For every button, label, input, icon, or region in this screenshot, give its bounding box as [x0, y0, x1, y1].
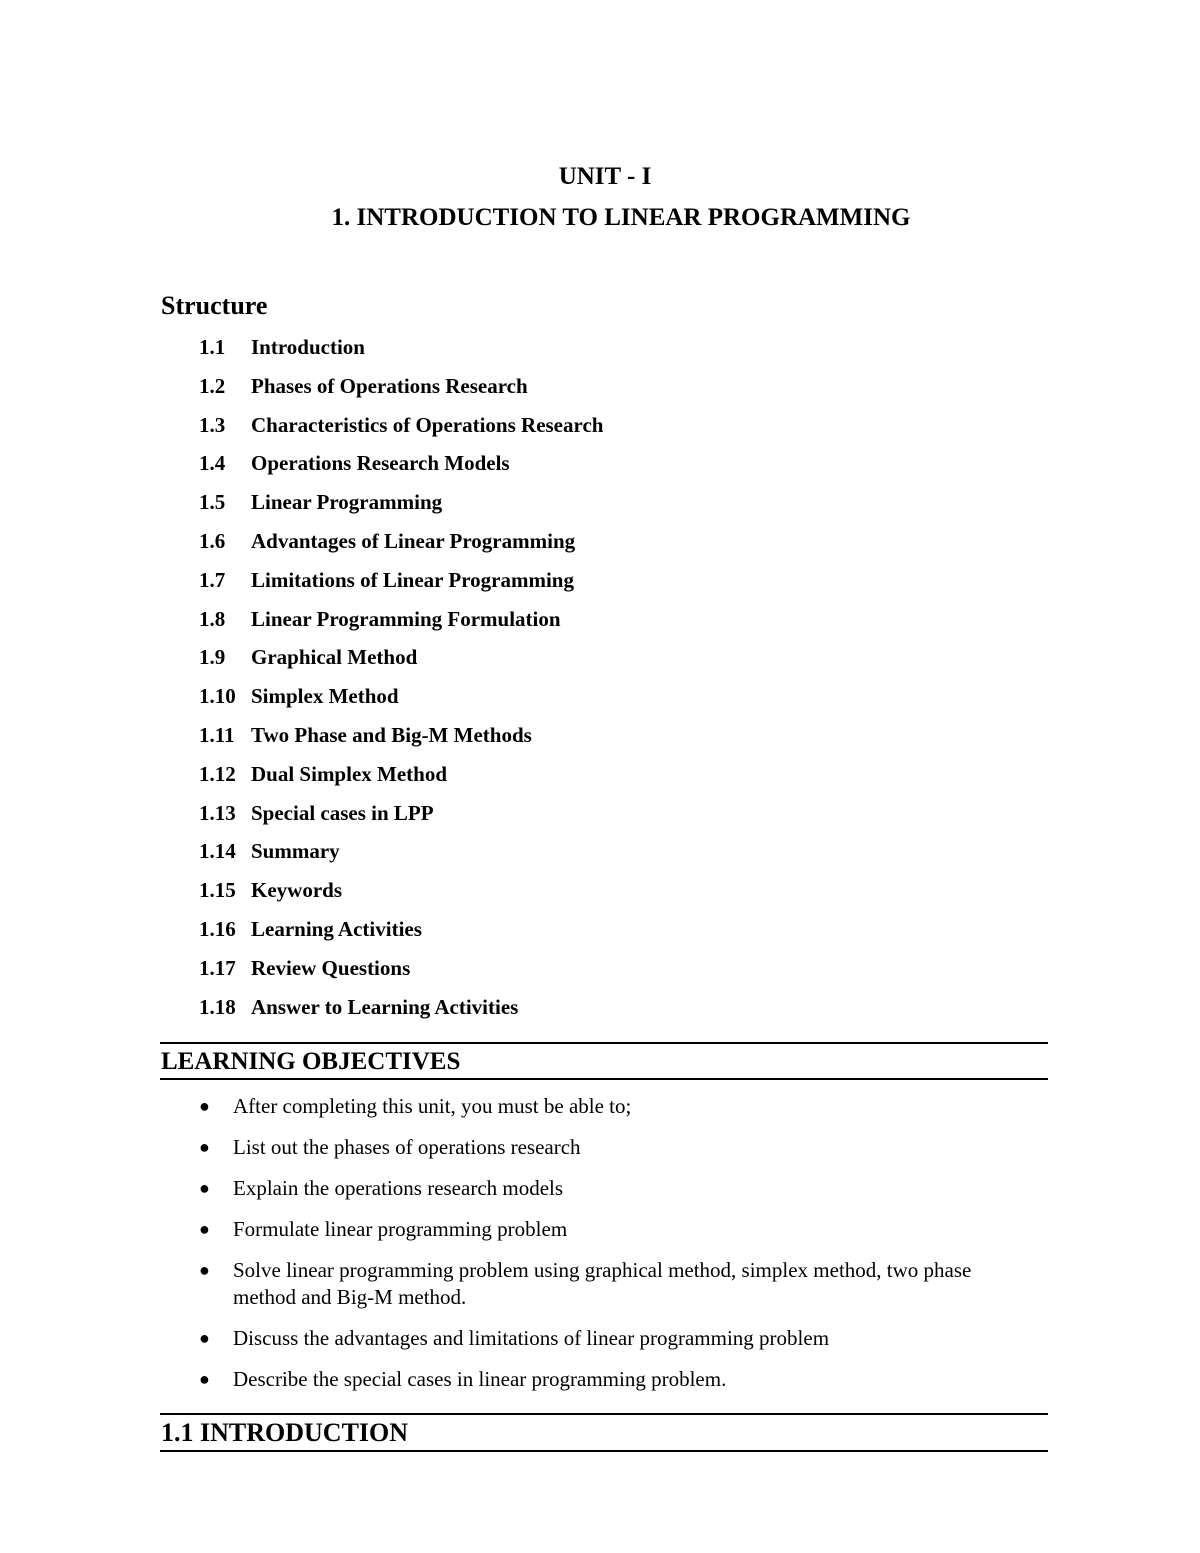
objective-item [199, 1366, 1029, 1393]
objective-item [199, 1325, 1029, 1352]
structure-item [199, 798, 603, 837]
structure-item [199, 604, 603, 643]
structure-item-number: 1.12 [199, 761, 236, 786]
structure-item-title: Graphical Method [251, 645, 418, 670]
learning-objectives-heading: LEARNING OBJECTIVES [161, 1048, 461, 1075]
unit-label: UNIT - I [558, 163, 652, 190]
structure-item [199, 836, 603, 875]
bullet-icon: ● [199, 1178, 210, 1198]
structure-item [199, 487, 603, 526]
bullet-icon: ● [199, 1328, 210, 1348]
structure-item-number: 1.3 [199, 412, 226, 437]
structure-item [199, 914, 603, 953]
objective-item [199, 1093, 1029, 1120]
structure-item-number: 1.14 [199, 839, 236, 864]
structure-item [199, 720, 603, 759]
objective-item [199, 1216, 1029, 1243]
structure-item-title: Limitations of Linear Programming [251, 567, 574, 592]
structure-list [199, 332, 603, 1030]
structure-item [199, 875, 603, 914]
objective-text: Solve linear programming problem using graphical method, simplex method, two phase method and Big-M method. [233, 1258, 972, 1309]
structure-item-title: Advantages of Linear Programming [251, 528, 576, 553]
objectives-bottom-rule [160, 1078, 1048, 1080]
objective-text: Discuss the advantages and limitations of linear programming problem [233, 1326, 830, 1350]
structure-item [199, 759, 603, 798]
bullet-icon: ● [199, 1260, 210, 1280]
chapter-title: 1. INTRODUCTION TO LINEAR PROGRAMMING [331, 204, 911, 231]
structure-item [199, 681, 603, 720]
structure-item [199, 565, 603, 604]
structure-item [199, 448, 603, 487]
structure-item-number: 1.17 [199, 955, 236, 980]
structure-item [199, 332, 603, 371]
structure-item-number: 1.16 [199, 916, 236, 941]
structure-item-title: Introduction [251, 335, 365, 359]
structure-item-number: 1.8 [199, 606, 226, 631]
structure-item-title: Linear Programming [251, 490, 443, 515]
objectives-top-rule [160, 1042, 1048, 1044]
introduction-bottom-rule [160, 1450, 1048, 1452]
structure-item-title: Two Phase and Big-M Methods [251, 722, 532, 747]
structure-item-title: Phases of Operations Research [251, 373, 528, 398]
structure-item-title: Learning Activities [251, 916, 422, 941]
structure-item-number: 1.5 [199, 490, 226, 515]
structure-item [199, 410, 603, 449]
structure-item-number: 1.1 [199, 335, 226, 359]
structure-item-number: 1.18 [199, 994, 236, 1019]
structure-item [199, 642, 603, 681]
structure-item-title: Special cases in LPP [251, 800, 434, 825]
structure-item-title: Answer to Learning Activities [251, 994, 519, 1019]
structure-item-number: 1.10 [199, 684, 236, 709]
structure-item-number: 1.11 [199, 722, 235, 747]
objective-item [199, 1134, 1029, 1161]
learning-objectives-list [199, 1093, 1029, 1407]
structure-item-title: Characteristics of Operations Research [251, 412, 604, 437]
structure-item-title: Operations Research Models [251, 451, 510, 476]
introduction-heading: 1.1 INTRODUCTION [161, 1418, 409, 1447]
objective-item [199, 1257, 1029, 1311]
structure-item-number: 1.15 [199, 878, 236, 903]
objective-text: After completing this unit, you must be able to; [233, 1094, 632, 1118]
structure-item-title: Keywords [251, 878, 342, 903]
structure-item [199, 371, 603, 410]
structure-item-number: 1.13 [199, 800, 236, 825]
structure-heading: Structure [161, 291, 268, 320]
structure-item-number: 1.7 [199, 567, 226, 592]
objective-text: List out the phases of operations research [233, 1135, 581, 1159]
structure-item [199, 526, 603, 565]
bullet-icon: ● [199, 1219, 210, 1239]
structure-item-number: 1.6 [199, 528, 226, 553]
bullet-icon: ● [199, 1096, 210, 1116]
structure-item-number: 1.9 [199, 645, 226, 670]
structure-item-title: Dual Simplex Method [251, 761, 448, 786]
objective-text: Explain the operations research models [233, 1176, 564, 1200]
objective-item [199, 1175, 1029, 1202]
structure-item [199, 992, 603, 1031]
bullet-icon: ● [199, 1369, 210, 1389]
structure-item-number: 1.2 [199, 373, 226, 398]
objective-text: Describe the special cases in linear programming problem. [233, 1367, 727, 1391]
structure-item [199, 953, 603, 992]
structure-item-title: Review Questions [251, 955, 411, 980]
structure-item-number: 1.4 [199, 451, 226, 476]
structure-item-title: Summary [251, 839, 340, 864]
structure-item-title: Linear Programming Formulation [251, 606, 561, 631]
bullet-icon: ● [199, 1137, 210, 1157]
structure-item-title: Simplex Method [251, 684, 399, 709]
objective-text: Formulate linear programming problem [233, 1217, 568, 1241]
introduction-top-rule [160, 1413, 1048, 1415]
